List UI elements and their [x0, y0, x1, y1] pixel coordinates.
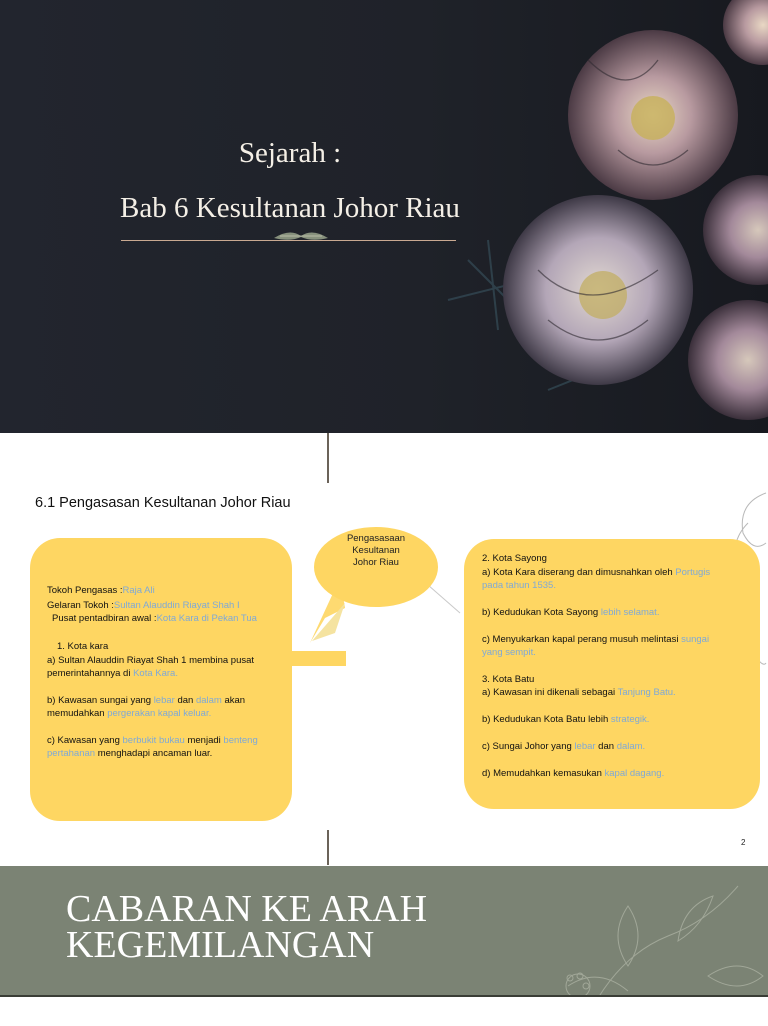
batu-a: a) Kawasan ini dikenali sebagai Tanjung Batu. — [482, 687, 676, 698]
sayong-a-line1: a) Kota Kara diserang dan dimusnahkan oleh Portugis — [482, 567, 711, 578]
sayong-b: b) Kedudukan Kota Sayong lebih selamat. — [482, 607, 660, 618]
section-3-title: 3. Kota Batu — [482, 674, 535, 685]
sayong-c-line1: c) Menyukarkan kapal perang musuh melintasi sungai — [482, 634, 710, 645]
pusat-pentadbiran: Pusat pentadbiran awal :Kota Kara di Pekan Tua — [52, 613, 257, 624]
section-title: CABARAN KE ARAH KEGEMILANGAN — [66, 888, 428, 966]
section-1-title: 1. Kota kara — [57, 641, 109, 652]
title-slide — [0, 0, 768, 433]
leaf-ornament-icon — [270, 224, 332, 246]
divider-line-top — [327, 433, 329, 483]
gelaran-tokoh: Gelaran Tokoh :Sultan Alauddin Riayat Shah I — [47, 600, 240, 611]
box-connector — [290, 651, 346, 666]
tokoh-pengasas: Tokoh Pengasas :Raja Ali — [47, 585, 155, 596]
kota-kara-a-line2: pemerintahannya di Kota Kara. — [47, 668, 178, 679]
title-line-2: Bab 6 Kesultanan Johor Riau — [120, 192, 460, 224]
kota-kara-c-line1: c) Kawasan yang berbukit bukau menjadi benteng — [47, 735, 258, 746]
kota-kara-b-line1: b) Kawasan sungai yang lebar dan dalam akan — [47, 695, 246, 706]
section-2-title: 2. Kota Sayong — [482, 553, 547, 564]
sayong-c-line2: yang sempit. — [482, 647, 536, 658]
batu-b: b) Kedudukan Kota Batu lebih strategik. — [482, 714, 650, 725]
kota-kara-c-line2: pertahanan menghadapi ancaman luar. — [47, 748, 213, 759]
section-heading: 6.1 Pengasasan Kesultanan Johor Riau — [35, 495, 291, 511]
divider-line-bottom — [327, 830, 329, 865]
batu-c: c) Sungai Johor yang lebar dan dalam. — [482, 741, 646, 752]
center-label: Pengasasaan Kesultanan Johor Riau — [346, 533, 406, 568]
sayong-a-line2: pada tahun 1535. — [482, 580, 556, 591]
title-line-1: Sejarah : — [238, 137, 342, 169]
kota-kara-b-line2: memudahkan pergerakan kapal keluar. — [47, 708, 212, 719]
kota-kara-a-line1: a) Sultan Alauddin Riayat Shah 1 membina pusat — [47, 655, 255, 666]
bottom-band — [0, 995, 768, 1026]
page-number: 2 — [741, 838, 746, 847]
batu-d: d) Memudahkan kemasukan kapal dagang. — [482, 768, 665, 779]
content-slide — [0, 433, 768, 865]
